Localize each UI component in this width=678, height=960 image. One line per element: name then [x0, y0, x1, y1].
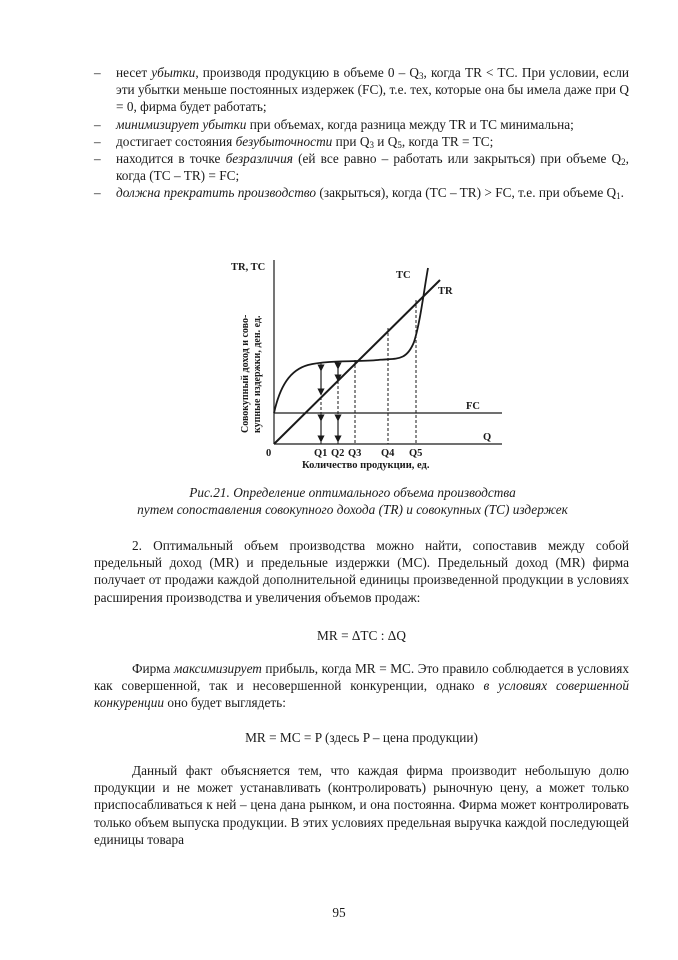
para2-run: максимизирует [173, 661, 262, 676]
bullet-run: , когда TR = TC; [401, 133, 494, 149]
bullet-text [116, 150, 629, 184]
bullet-item [94, 116, 629, 133]
bullet-run: достигает состояния [116, 133, 236, 149]
tr-label: TR [438, 286, 453, 297]
x-axis-end-label: Q [483, 432, 492, 443]
y-axis-label-2: купные издержки, ден. ед. [252, 315, 263, 433]
q4-label: Q4 [381, 448, 395, 459]
page-number: 95 [332, 905, 346, 920]
bullet-list [94, 64, 629, 202]
bullet-run: безразличия [225, 151, 293, 167]
bullet-run: при Q [332, 133, 370, 149]
y-axis-top-label: TR, TC [231, 262, 266, 273]
bullet-run: , когда TR < TC. При условии, если эти убытки меньше постоянных издержек (FC), т.е. тех, которые она бы имела даже при Q = 0, фирма будет работать; [116, 65, 629, 115]
q3-label: Q3 [348, 448, 362, 459]
bullet-text [116, 116, 629, 133]
bullet-text [116, 64, 629, 116]
formula-mr: MR = ΔTC : ΔQ [317, 628, 406, 643]
x-axis-label: Количество продукции, ед. [302, 460, 430, 471]
bullet-run: (закрыться), когда (TC – TR) > FC, т.е. при объеме Q [316, 185, 617, 201]
bullet-dash: – [94, 133, 101, 149]
bullet-run: 1 [616, 191, 621, 202]
caption-line-2: путем сопоставления совокупного дохода (TR) и совокупных (TC) издержек [137, 502, 568, 517]
bullet-dash: – [94, 151, 101, 167]
bullet-run: . [620, 185, 624, 201]
bullet-run: , производя продукцию в объеме 0 – Q [195, 65, 419, 80]
bullet-run: несет [116, 65, 152, 80]
bullet-dash: – [94, 185, 101, 201]
bullet-run: 3 [419, 71, 424, 81]
bullet-dash: – [94, 65, 101, 80]
bullet-run: безубыточности [235, 133, 333, 149]
para2-run: оно будет выглядеть: [164, 695, 286, 711]
chart-svg [228, 258, 518, 474]
bullet-run: минимизирует убытки [116, 116, 247, 132]
formula-mr-mc-p: MR = MC = P (здесь P – цена продукции) [245, 730, 478, 745]
tc-curve [274, 268, 428, 413]
bullet-text [116, 184, 629, 201]
bullet-run: должна прекратить производство [116, 185, 317, 201]
bullet-run: убытки [151, 65, 196, 80]
paragraph-1 [94, 537, 629, 606]
para3-run: Данный факт объясняется тем, что каждая фирма производит небольшую долю продукции и не может устанавливать (контролировать) рыночную цену, а может только приспосабливаться к ней – цена дана рынком, и она постоянна. Фирма может контролировать только объем выпуска продукции. В этих условиях предельная выручка каждой последующей единицы товара [94, 763, 629, 847]
fc-label: FC [466, 401, 480, 412]
bullet-run: 2 [621, 157, 626, 168]
q1-label: Q1 [314, 448, 328, 459]
bullet-run: находится в точке [116, 151, 226, 167]
bullet-item [94, 64, 629, 116]
bullet-run: (ей все равно – работать или закрыться) при объеме Q [292, 151, 622, 167]
q2-label: Q2 [331, 448, 345, 459]
tc-label: TC [396, 270, 411, 281]
bullet-run: 5 [397, 139, 402, 150]
bullet-dash: – [94, 116, 101, 132]
caption-line-1: Рис.21. Определение оптимального объема производства [189, 485, 516, 500]
para2-run: прибыль, когда MR = MC. Это правило соблюдается в условиях как совершенной, так и несовершенной конкуренции, однако [94, 661, 629, 694]
bullet-run: , когда (TC – TR) = FC; [116, 151, 629, 184]
bullet-item [94, 150, 629, 184]
bullet-run: и Q [373, 133, 398, 149]
para2-run: в условиях совершенной конкуренции [94, 678, 629, 711]
paragraph-3 [94, 762, 629, 848]
q5-label: Q5 [409, 448, 423, 459]
y-axis-label-1: Совокупный доход и сово- [240, 314, 251, 433]
para1-run: 2. Оптимальный объем производства можно найти, сопоставив между собой предельный доход (MR) и предельные издержки (MC). Предельный доход (MR) фирма получает от продажи каждой дополнительной единицы произведенной продукции в условиях расширения производства и увеличения объемов продаж: [94, 538, 629, 605]
bullet-item [94, 184, 629, 201]
figure-caption [80, 484, 625, 518]
paragraph-2 [94, 660, 629, 712]
origin-label: 0 [266, 448, 272, 459]
bullet-run: при объемах, когда разница между TR и TC минимальна; [246, 116, 574, 132]
bullet-text [116, 133, 629, 150]
para2-run: Фирма [132, 661, 174, 676]
tr-line [274, 280, 440, 444]
bullet-item [94, 133, 629, 150]
figure-tr-tc-chart [228, 258, 518, 474]
bullet-run: 3 [369, 139, 374, 150]
